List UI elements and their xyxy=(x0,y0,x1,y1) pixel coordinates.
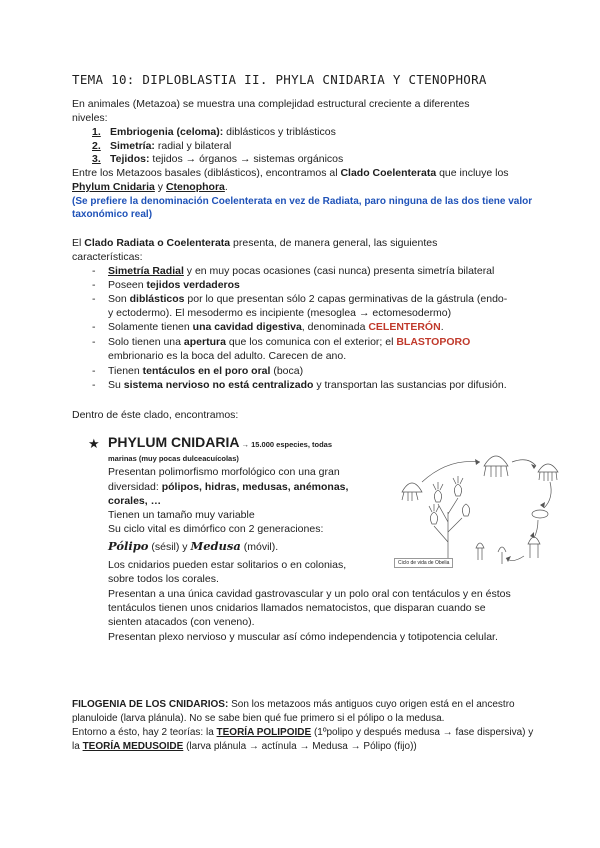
text: la xyxy=(72,741,83,752)
planula-larva xyxy=(532,510,548,518)
arrow-head xyxy=(540,502,545,508)
feature-text: Su xyxy=(108,379,124,391)
level-text: radial y bilateral xyxy=(154,140,232,152)
level-item-3 xyxy=(92,152,343,167)
basal-paragraph-line-1 xyxy=(72,166,509,181)
filogenia-line-2: planuloide (larva plánula). No se sabe bien qué fue primero si el pólipo o la medusa. xyxy=(72,713,445,724)
feature-bold: tejidos verdaderos xyxy=(146,279,240,291)
young-polyp xyxy=(528,537,540,558)
phylum-name: PHYLUM CNIDARIA xyxy=(108,434,240,450)
text: (móvil). xyxy=(240,541,279,553)
text: (sésil) y xyxy=(148,541,191,553)
cnidaria-p7: Los cnidarios pueden estar solitarios o en colonias, xyxy=(108,559,347,571)
page-title: TEMA 10: DIPLOBLASTIA II. PHYLA CNIDARIA Y CTENOPHORA xyxy=(72,72,487,87)
cnidaria-habitat: marinas (muy pocas dulceacuícolas) xyxy=(108,454,239,463)
level-text: diblásticos y triblásticos xyxy=(223,126,336,138)
feature-text: y en muy pocas ocasiones (casi nunca) presenta simetría bilateral xyxy=(183,265,495,277)
feature-bold: sistema nervioso no está centralizado xyxy=(123,379,314,391)
tentacle-lines xyxy=(429,476,463,512)
diversity-list: pólipos, hidras, medusas, anémonas, xyxy=(161,481,349,493)
gonozooid xyxy=(476,543,484,560)
text: Entorno a ésto, hay 2 teorías: la xyxy=(72,727,217,738)
feature-bold: una cavidad digestiva xyxy=(192,321,302,333)
phylum-cnidaria-term: Phylum Cnidaria xyxy=(72,181,155,193)
level-number: 3. xyxy=(92,153,101,165)
level-label: Embriogenia (celoma): xyxy=(110,126,224,138)
text: (larva plánula → actínula → Medusa → Pólipo (fijo)) xyxy=(183,741,417,752)
teoria-polipoide: TEORÍA POLIPOIDE xyxy=(216,727,312,738)
medusa-top xyxy=(484,456,508,477)
star-icon: ★ xyxy=(88,436,100,451)
filogenia-line-1 xyxy=(72,698,515,713)
filogenia-line-4 xyxy=(72,740,417,755)
basal-paragraph-line-2 xyxy=(72,180,228,195)
feature-text: Solo tienen una xyxy=(108,336,184,348)
cnidaria-p5: Su ciclo vital es dimórfico con 2 generaciones: xyxy=(108,523,324,535)
celenteron-term: CELENTERÓN xyxy=(368,321,441,333)
text: presenta, de manera general, las siguientes xyxy=(230,237,438,249)
text: y xyxy=(154,181,166,193)
cnidaria-p9: Presentan a una única cavidad gastrovascular y un polo oral con tentáculos y en éstos xyxy=(108,588,511,600)
feature-text: y transportan las sustancias por difusión. xyxy=(313,379,507,391)
cnidaria-p11: sienten atacados (con veneno). xyxy=(108,616,255,628)
bullet-dash: - xyxy=(92,379,96,391)
radiata-line-1 xyxy=(72,236,437,251)
text: Son los metazoos más antiguos cuyo origen está en el ancestro xyxy=(228,699,515,710)
cnidaria-p10: tentáculos tienen unos cnidarios llamados nematocistos, que disparan cuando se xyxy=(108,602,486,614)
arrow-head xyxy=(475,459,480,465)
filogenia-heading: FILOGENIA DE LOS CNIDARIOS: xyxy=(72,699,229,710)
text: El xyxy=(72,237,85,249)
species-count: → 15.000 especies, todas xyxy=(239,440,333,449)
arrow-head xyxy=(506,556,511,562)
feature-item-5-cont: embrionario es la boca del adulto. Carecen de ano. xyxy=(108,350,347,362)
bullet-dash: - xyxy=(92,336,96,348)
polipo-term: Pólipo xyxy=(108,539,149,553)
feature-bold: apertura xyxy=(183,336,226,348)
feature-text: (boca) xyxy=(270,365,304,377)
level-label: Tejidos: xyxy=(110,153,150,165)
feature-text: . xyxy=(440,321,444,333)
cnidaria-p2 xyxy=(108,480,348,495)
level-number: 2. xyxy=(92,140,101,152)
arrow-head xyxy=(530,532,534,538)
feature-text: , denominada xyxy=(301,321,369,333)
text: diversidad: xyxy=(108,481,162,493)
level-number: 1. xyxy=(92,126,101,138)
feature-bold: tentáculos en el poro oral xyxy=(142,365,271,377)
radiata-line-2: características: xyxy=(72,251,143,263)
medusa-term: Medusa xyxy=(190,539,241,553)
figure-caption: Ciclo de vida de Obelia xyxy=(394,558,453,568)
feature-text: Solamente tienen xyxy=(108,321,193,333)
intro-line-1: En animales (Metazoa) se muestra una complejidad estructural creciente a diferentes xyxy=(72,98,470,110)
text: . xyxy=(224,181,228,193)
teoria-medusoide: TEORÍA MEDUSOIDE xyxy=(82,741,184,752)
blastoporo-term: BLASTOPORO xyxy=(396,336,471,348)
cnidaria-p1: Presentan polimorfismo morfológico con una gran xyxy=(108,466,340,478)
cnidaria-p4: Tienen un tamaño muy variable xyxy=(108,509,255,521)
bullet-dash: - xyxy=(92,293,96,305)
phylum-cnidaria-heading xyxy=(108,435,332,453)
note-line-2: taxonómico real) xyxy=(72,209,153,220)
medusa-right xyxy=(538,464,558,481)
level-label: Simetría: xyxy=(110,140,155,152)
bullet-dash: - xyxy=(92,265,96,277)
cycle-arrow xyxy=(422,461,480,482)
feature-text: Son xyxy=(108,293,130,305)
settled-form xyxy=(498,547,506,564)
cnidaria-p8: sobre todos los corales. xyxy=(108,573,219,585)
cnidaria-p6 xyxy=(108,539,278,555)
dentro-text: Dentro de éste clado, encontramos: xyxy=(72,409,239,421)
note-line-1: (Se prefiere la denominación Coelenterata en vez de Radiata, paro ninguna de las dos tiene valor xyxy=(72,196,533,207)
intro-line-2: niveles: xyxy=(72,112,108,124)
obelia-life-cycle-figure xyxy=(388,452,568,570)
text: Entre los Metazoos basales (diblásticos), encontramos al xyxy=(72,167,341,179)
level-text: tejidos → órganos → sistemas orgánicos xyxy=(149,153,344,165)
feature-text: que los comunica con el exterior; el xyxy=(225,336,397,348)
filogenia-line-3 xyxy=(72,726,533,741)
feature-bold: Simetría Radial xyxy=(108,265,184,277)
feature-bold: diblásticos xyxy=(129,293,185,305)
level-item-1 xyxy=(92,125,336,140)
cnidaria-p12: Presentan plexo nervioso y muscular así cómo independencia y totipotencia celular. xyxy=(108,631,498,643)
text: que incluye los xyxy=(436,167,509,179)
clado-radiata: Clado Radiata o Coelenterata xyxy=(84,237,231,249)
cycle-arrow xyxy=(534,520,538,538)
bullet-dash: - xyxy=(92,321,96,333)
feature-text: por lo que presentan sólo 2 capas germinativas de la gástrula (endo- xyxy=(184,293,508,305)
medusa-left xyxy=(402,483,422,501)
feature-text: Tienen xyxy=(108,365,143,377)
feature-text: Poseen xyxy=(108,279,147,291)
polyp-shapes xyxy=(430,484,469,524)
feature-item-3-cont: y ectodermo). El mesodermo es incipiente (mesoglea → ectomesodermo) xyxy=(108,307,452,319)
text: (1ºpolipo y después medusa → fase dispersiva) y xyxy=(311,727,534,738)
clado-coelenterata: Clado Coelenterata xyxy=(340,167,437,179)
cnidaria-p3: corales, … xyxy=(108,495,162,507)
bullet-dash: - xyxy=(92,365,96,377)
ctenophora-term: Ctenophora xyxy=(165,181,225,193)
bullet-dash: - xyxy=(92,279,96,291)
cycle-arrow xyxy=(544,482,551,508)
